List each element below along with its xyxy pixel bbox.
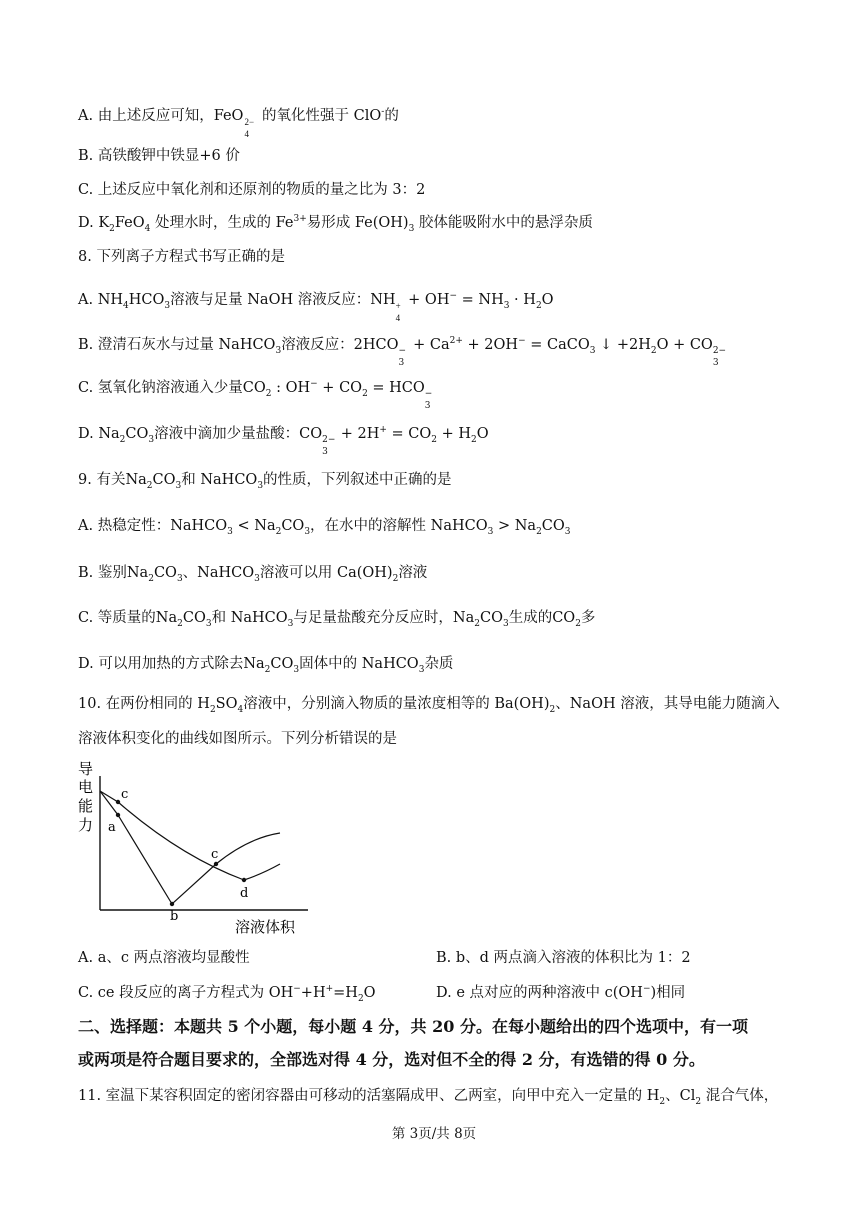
graph-label-a: a [108, 820, 116, 835]
section2-heading-line2: 或两项是符合题目要求的，全部选对得 4 分，选对但不全的得 2 分，有选错的得 0 分。 [78, 1050, 705, 1069]
graph-point-c-cross [214, 862, 218, 866]
q7-option-b: B. 高铁酸钾中铁显+6 价 [78, 148, 240, 164]
q9-option-a: A. 热稳定性：NaHCO$_3$ < $Na_2CO_3$，在水中的溶解性 NaHCO$_3$ > $Na_2CO_3$ [78, 518, 571, 537]
graph-xlabel: 溶液体积 [235, 918, 296, 936]
section2-heading-line1: 二、选择题：本题共 5 个小题，每小题 4 分，共 20 分。在每小题给出的四个选项中，有一项 [78, 1017, 748, 1036]
q10-stem-line2: 溶液体积变化的曲线如图所示。下列分析错误的是 [78, 731, 397, 747]
q10-stem-line1: 10. 在两份相同的 $H_2SO_4$溶液中，分别滴入物质的量浓度相等的 $Ba(OH)_2$、NaOH 溶液，其导电能力随滴入 [78, 696, 780, 715]
q8-option-a: A. $NH_4HCO_3$溶液与足量 NaOH 溶液反应：NH 4 + + $OH^- = NH_3 \cdot H_2O$ [78, 291, 554, 323]
graph-curve-naoh [100, 791, 280, 880]
graph-ylabel-3: 能 [78, 797, 94, 815]
q9-option-b: B. 鉴别$Na_2CO_3$、NaHCO$_3$溶液可以用 $Ca(OH)_2$溶液 [78, 565, 428, 584]
q7-option-d: D. $K_2FeO_4$ 处理水时，生成的 $Fe^{3+}$易形成 $Fe(OH)_3$ 胶体能吸附水中的悬浮杂质 [78, 214, 593, 234]
q10-option-d: D. e 点对应的两种溶液中 c(OH−)相同 [436, 984, 686, 1001]
graph-point-b [170, 902, 174, 906]
graph-point-d [242, 878, 246, 882]
q8-option-d: D. $Na_2CO_3$溶液中滴加少量盐酸：CO 3 2− + $2H^+ = CO_2 + H_2O$ [78, 425, 489, 457]
graph-label-d: d [240, 886, 249, 901]
q7-option-a: A. 由上述反应可知，FeO 4 2− 的氧化性强于 ClO-的 [78, 107, 399, 139]
graph-label-b: b [170, 909, 179, 924]
graph-ylabel-2: 电 [78, 778, 94, 796]
graph-point-c-upper [116, 800, 120, 804]
q11-stem: 11. 室温下某容积固定的密闭容器由可移动的活塞隔成甲、乙两室，向甲中充入一定量的 $H_2$、$Cl_2$ 混合气体， [78, 1088, 779, 1107]
graph-label-c-cross: c [211, 847, 219, 862]
q10-option-b: B. b、d 两点滴入溶液的体积比为 1：2 [436, 950, 691, 966]
graph-label-c-upper: c [121, 787, 129, 802]
graph-ylabel-1: 导 [78, 760, 94, 778]
q7-option-c: C. 上述反应中氧化剂和还原剂的物质的量之比为 3：2 [78, 182, 426, 198]
conductivity-graph [70, 756, 330, 946]
q9-stem: 9. 有关$Na_2CO_3$和 NaHCO$_3$的性质，下列叙述中正确的是 [78, 472, 452, 491]
graph-point-a [116, 813, 120, 817]
graph-curve-baoh2 [100, 791, 280, 904]
q9-option-d: D. 可以用加热的方式除去$Na_2CO_3$固体中的 NaHCO$_3$杂质 [78, 656, 454, 675]
q8-option-b: B. 澄清石灰水与过量 NaHCO$_3$溶液反应：2HCO 3 − + $Ca^{2+} + 2OH^-$ = CaCO$_3$ ↓ $+2H_2O$ + CO 3 2− [78, 336, 727, 368]
q10-option-c: C. ce 段反应的离子方程式为 $OH^-+H^+=H_2O$ [78, 984, 376, 1004]
page-footer: 第 3页/共 8页 [391, 1126, 477, 1142]
q9-option-c: C. 等质量的$Na_2CO_3$和 NaHCO$_3$与足量盐酸充分反应时，$Na_2CO_3$生成的$CO_2$多 [78, 610, 596, 629]
graph-ylabel-4: 力 [78, 816, 94, 834]
q8-stem: 8. 下列离子方程式书写正确的是 [78, 249, 285, 265]
q8-option-c: C. 氢氧化钠溶液通入少量$CO_2$ : $OH^- + CO_2$ = HCO 3 − [78, 379, 433, 411]
q10-option-a: A. a、c 两点溶液均显酸性 [78, 950, 250, 966]
